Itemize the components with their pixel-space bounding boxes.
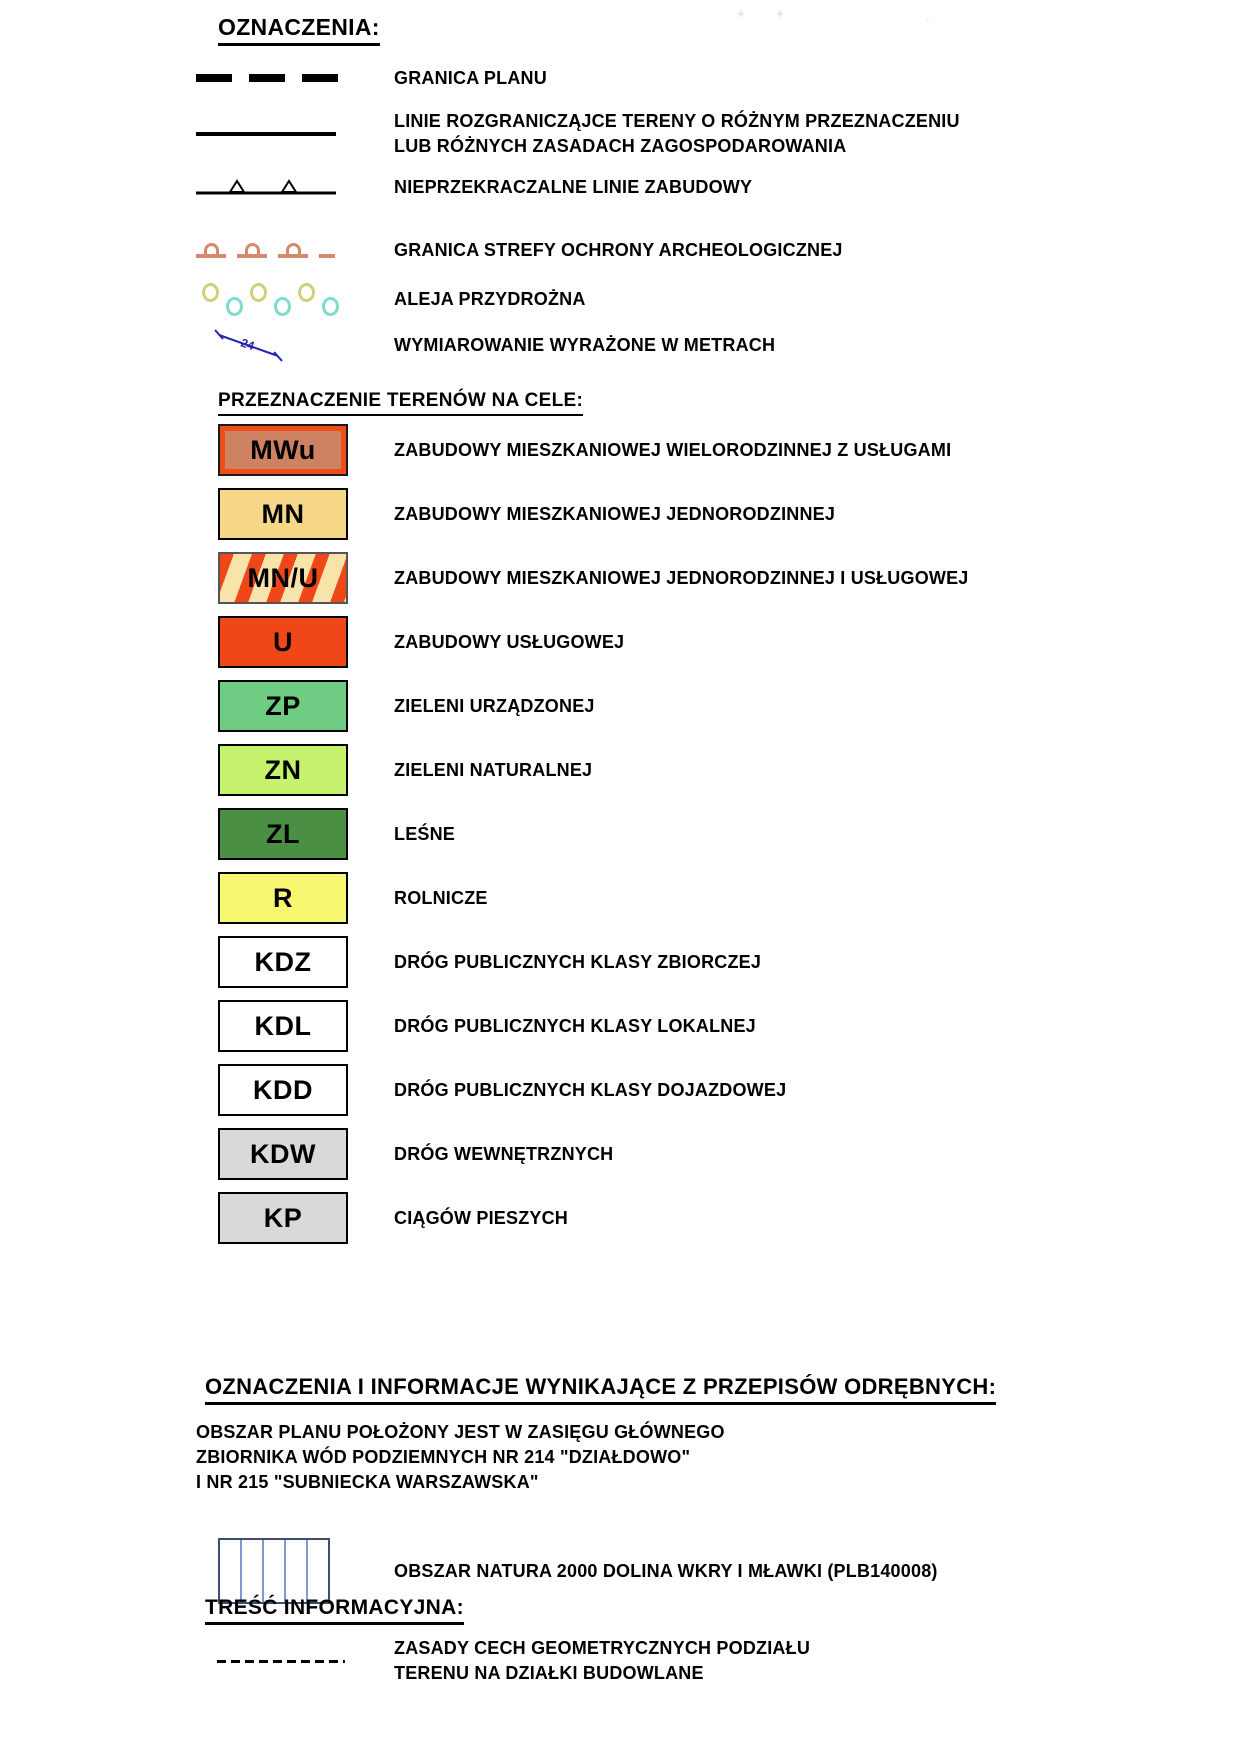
zone-label: ZIELENI NATURALNEJ [394,759,593,780]
legend-row-archaeological-zone [196,232,843,268]
zone-label: ZABUDOWY USŁUGOWEJ [394,631,625,652]
zone-row [218,1128,969,1180]
zone-row [218,424,969,476]
legend-label [394,109,960,159]
groundwater-note-line2: ZBIORNIKA WÓD PODZIEMNYCH NR 214 "DZIAŁDOWO" [196,1447,691,1467]
zone-row [218,552,969,604]
zone-label: DRÓG PUBLICZNYCH KLASY ZBIORCZEJ [394,951,762,972]
zone-label: ZIELENI URZĄDZONEJ [394,695,595,716]
info-content-title: TREŚĆ INFORMACYJNA: [205,1596,464,1625]
zone-code: KDW [250,1138,316,1169]
zone-swatch [218,936,348,988]
legend-row-geometric-division [217,1636,810,1686]
zone-code: MN [261,498,305,529]
zone-code: MWu [250,434,316,465]
zone-swatch [218,552,348,604]
zone-list [218,424,969,1256]
zone-label: ZABUDOWY MIESZKANIOWEJ WIELORODZINNEJ Z USŁUGAMI [394,439,952,460]
zone-code: KDZ [254,946,312,977]
line-with-triangles-icon [196,177,394,197]
natura-2000-hatched-box-icon [218,1538,330,1604]
legend-label [394,1636,810,1686]
legend-label: ALEJA PRZYDROŻNA [394,288,586,309]
zone-row [218,936,969,988]
legend-label: GRANICA STREFY OCHRONY ARCHEOLOGICZNEJ [394,239,843,260]
scan-artifact: + + [737,6,798,21]
zone-code: U [273,626,293,657]
zone-code: KP [263,1202,303,1233]
zone-row [218,1192,969,1244]
zone-row [218,1000,969,1052]
zone-swatch [218,1064,348,1116]
zone-swatch [218,1128,348,1180]
zone-row [218,680,969,732]
zone-row [218,808,969,860]
legend-row-plan-boundary [196,62,547,94]
zone-label: DRÓG WEWNĘTRZNYCH [394,1143,614,1164]
legend-title: OZNACZENIA: [218,14,380,46]
legend-label: WYMIAROWANIE WYRAŻONE W METRACH [394,334,776,355]
zones-section-title: PRZEZNACZENIE TERENÓW NA CELE: [218,390,583,416]
legend-label-line1: ZASADY CECH GEOMETRYCZNYCH PODZIAŁU [394,1638,811,1658]
zone-code: KDD [253,1074,313,1105]
zone-label: DRÓG PUBLICZNYCH KLASY LOKALNEJ [394,1015,756,1036]
archaeological-boundary-icon [196,242,394,258]
legend-row-natura-2000 [218,1538,938,1604]
zone-swatch [218,808,348,860]
dimension-line-icon [196,324,394,366]
separate-regulations-title: OZNACZENIA I INFORMACJE WYNIKAJĄCE Z PRZEPISÓW ODRĘBNYCH: [205,1374,996,1405]
legend-label: NIEPRZEKRACZALNE LINIE ZABUDOWY [394,176,753,197]
zone-swatch [218,488,348,540]
legend-label-line2: LUB RÓŻNYCH ZASADACH ZAGOSPODAROWANIA [394,136,847,156]
zone-code: KDL [254,1010,312,1041]
legend-row-dividing-lines [196,105,960,163]
legend-label: GRANICA PLANU [394,67,547,88]
zone-label: ZABUDOWY MIESZKANIOWEJ JEDNORODZINNEJ I USŁUGOWEJ [394,567,969,588]
zone-swatch [218,680,348,732]
zone-swatch [218,1192,348,1244]
tree-circles-icon [196,283,394,316]
zone-swatch [218,872,348,924]
legend-row-building-lines [196,170,752,204]
dimension-value: 24 [239,335,257,354]
plan-boundary-dashed-line-icon [196,74,394,82]
legend-row-dimensioning [196,320,775,370]
zone-swatch [218,616,348,668]
groundwater-note-line3: I NR 215 "SUBNIECKA WARSZAWSKA" [196,1472,539,1492]
legend-label-line1: LINIE ROZGRANICZĄJCE TERENY O RÓŻNYM PRZEZNACZENIU [394,111,960,131]
zone-row [218,488,969,540]
zone-label: ROLNICZE [394,887,488,908]
zone-row [218,744,969,796]
zone-row [218,872,969,924]
zone-code: MN/U [247,562,319,593]
legend-row-roadside-alley [196,278,586,320]
zone-label: CIĄGÓW PIESZYCH [394,1207,569,1228]
groundwater-note [196,1420,725,1495]
zone-label: DRÓG PUBLICZNYCH KLASY DOJAZDOWEJ [394,1079,787,1100]
legend-label-line2: TERENU NA DZIAŁKI BUDOWLANE [394,1663,704,1683]
zone-label: LEŚNE [394,823,456,844]
legend-label: OBSZAR NATURA 2000 DOLINA WKRY I MŁAWKI (PLB140008) [394,1560,938,1581]
zone-swatch [218,744,348,796]
zone-code: ZL [266,818,300,849]
zone-code: R [273,882,293,913]
zone-swatch [218,424,348,476]
zone-row [218,1064,969,1116]
zone-code: ZP [265,690,301,721]
solid-line-icon [196,132,394,136]
thin-dashed-line-icon [217,1660,345,1663]
groundwater-note-line1: OBSZAR PLANU POŁOŻONY JEST W ZASIĘGU GŁÓWNEGO [196,1422,725,1442]
scan-artifact: . [926,8,930,23]
zone-swatch [218,1000,348,1052]
zone-row [218,616,969,668]
zone-label: ZABUDOWY MIESZKANIOWEJ JEDNORODZINNEJ [394,503,836,524]
zone-code: ZN [264,754,302,785]
